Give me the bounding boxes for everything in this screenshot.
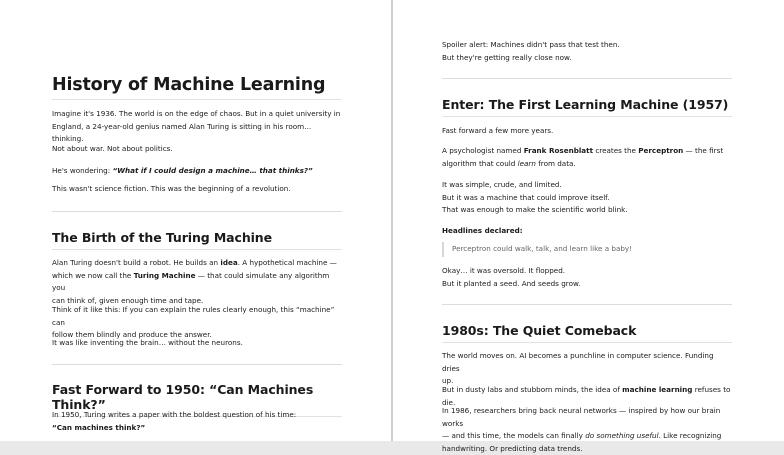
world-moves-paragraph: The world moves on. AI becomes a punchline in computer science. Funding dries up. — [442, 351, 714, 385]
section-divider — [52, 364, 342, 365]
fast-forward-line: Fast forward a few more years. — [442, 126, 554, 135]
simple-crude-paragraph: It was simple, crude, and limited. But it was a machine that could improve itself. That was enough to make the scientific world blink. — [442, 180, 628, 214]
spoiler-paragraph: Spoiler alert: Machines didn't pass that test then. But they're getting really close now. — [442, 40, 620, 62]
turing-machine-paragraph: Alan Turing doesn't build a robot. He builds an idea. A hypothetical machine — which we now call the Turing Machine — that could simulate any algorithm you can think of, given enough time and tape. — [52, 258, 337, 305]
headline-quote: Perceptron could walk, talk, and learn like a baby! — [442, 242, 732, 257]
brain-paragraph: It was like inventing the brain… without the neurons. — [52, 338, 243, 347]
wondering-quote: “What if I could design a machine… that thinks?” — [112, 166, 313, 175]
paper-paragraph: In 1950, Turing writes a paper with the boldest question of his time: “Can machines think?” — [52, 410, 297, 432]
intro-line-war: Not about war. Not about politics. — [52, 144, 173, 153]
section-divider — [442, 78, 732, 79]
neural-networks-paragraph: In 1986, researchers bring back neural networks — inspired by how our brain works — and this time, the models can finally do something useful. Like recognizing handwriting. Or predicting data trends. — [442, 406, 722, 453]
section-heading-perceptron: Enter: The First Learning Machine (1957) — [442, 97, 732, 117]
document-title: History of Machine Learning — [52, 75, 342, 100]
dusty-labs-paragraph: But in dusty labs and stubborn minds, the idea of machine learning refuses to die. — [442, 385, 731, 407]
section-divider — [52, 211, 342, 212]
headlines-label: Headlines declared: — [442, 226, 523, 235]
section-heading-turing-machine: The Birth of the Turing Machine — [52, 230, 342, 250]
section-heading-1980s: 1980s: The Quiet Comeback — [442, 323, 732, 343]
oversold-paragraph: Okay… it was oversold. It flopped. But it planted a seed. And seeds grow. — [442, 266, 581, 288]
section-heading-1950: Fast Forward to 1950: “Can Machines Think?” — [52, 382, 342, 417]
intro-wondering: He's wondering: “What if I could design a machine… that thinks?” — [52, 166, 313, 175]
intro-revolution: This wasn't science fiction. This was the beginning of a revolution. — [52, 184, 291, 193]
rules-paragraph: Think of it like this: If you can explain the rules clearly enough, this “machine” can follow them blindly and produce the answer. — [52, 305, 335, 339]
right-page[interactable] — [393, 0, 784, 453]
section-divider — [442, 304, 732, 305]
perceptron-paragraph: A psychologist named Frank Rosenblatt creates the Perceptron — the first algorithm that could learn from data. — [442, 146, 724, 168]
left-page[interactable] — [0, 0, 391, 441]
intro-paragraph: Imagine it's 1936. The world is on the edge of chaos. But in a quiet university in England, a 24-year-old genius named Alan Turing is sitting in his room… thinking. — [52, 109, 341, 143]
